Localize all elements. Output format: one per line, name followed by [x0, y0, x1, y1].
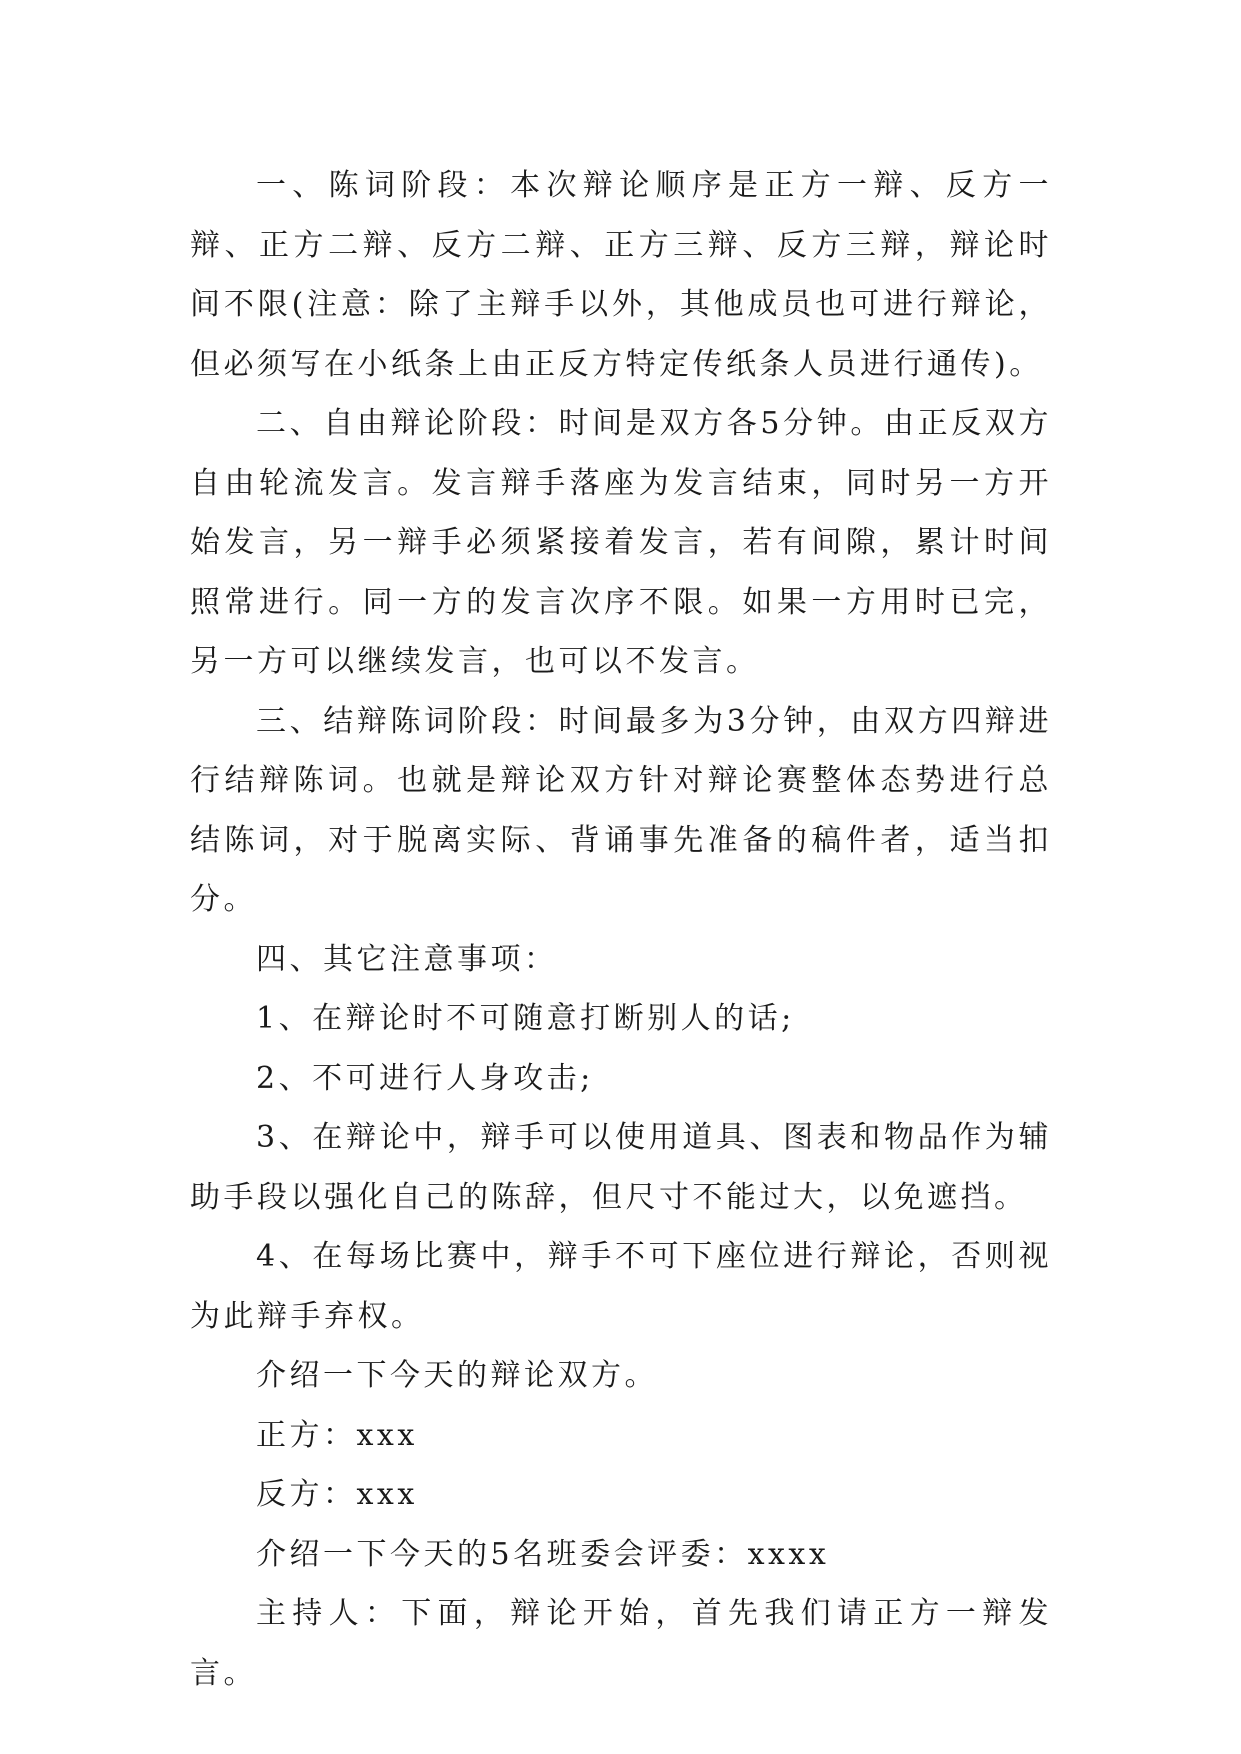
paragraph-note-1: 1、在辩论时不可随意打断别人的话;	[256, 1001, 795, 1036]
paragraph-note-2: 2、不可进行人身攻击;	[256, 1060, 594, 1096]
paragraph-host-opening: 主持人：下面，辩论开始，首先我们请正方一辩发言。	[190, 1596, 1052, 1691]
paragraph-note-3: 3、在辩论中，辩手可以使用道具、图表和物品作为辅助手段以强化自己的陈辞，但尺寸不能过大，以免遮挡。	[190, 1120, 1052, 1215]
paragraph-introduce-sides: 介绍一下今天的辩论双方。	[256, 1358, 658, 1393]
paragraph-other-notes-heading: 四、其它注意事项：	[256, 941, 558, 977]
paragraph-note-4: 4、在每场比赛中，辩手不可下座位进行辩论，否则视为此辩手弃权。	[190, 1239, 1052, 1334]
paragraph-negative-side: 反方：xxx	[256, 1477, 418, 1512]
paragraph-introduce-judges: 介绍一下今天的5名班委会评委：xxxx	[256, 1536, 830, 1572]
document-body	[190, 156, 1052, 1703]
paragraph-affirmative-side: 正方：xxx	[256, 1417, 418, 1453]
paragraph-debate-statement-stage: 一、陈词阶段：本次辩论顺序是正方一辩、反方一辩、正方二辩、反方二辩、正方三辩、反方三辩，辩论时间不限(注意：除了主辩手以外，其他成员也可进行辩论，但必须写在小纸条上由正反方特定传纸条人员进行通传)。	[190, 168, 1052, 382]
paragraph-closing-statement-stage: 三、结辩陈词阶段：时间最多为3分钟，由双方四辩进行结辩陈词。也就是辩论双方针对辩论赛整体态势进行总结陈词，对于脱离实际、背诵事先准备的稿件者，适当扣分。	[190, 703, 1052, 917]
paragraph-free-debate-stage: 二、自由辩论阶段：时间是双方各5分钟。由正反双方自由轮流发言。发言辩手落座为发言结束，同时另一方开始发言，另一辩手必须紧接着发言，若有间隙，累计时间照常进行。同一方的发言次序不限。如果一方用时已完，另一方可以继续发言，也可以不发言。	[190, 406, 1052, 679]
